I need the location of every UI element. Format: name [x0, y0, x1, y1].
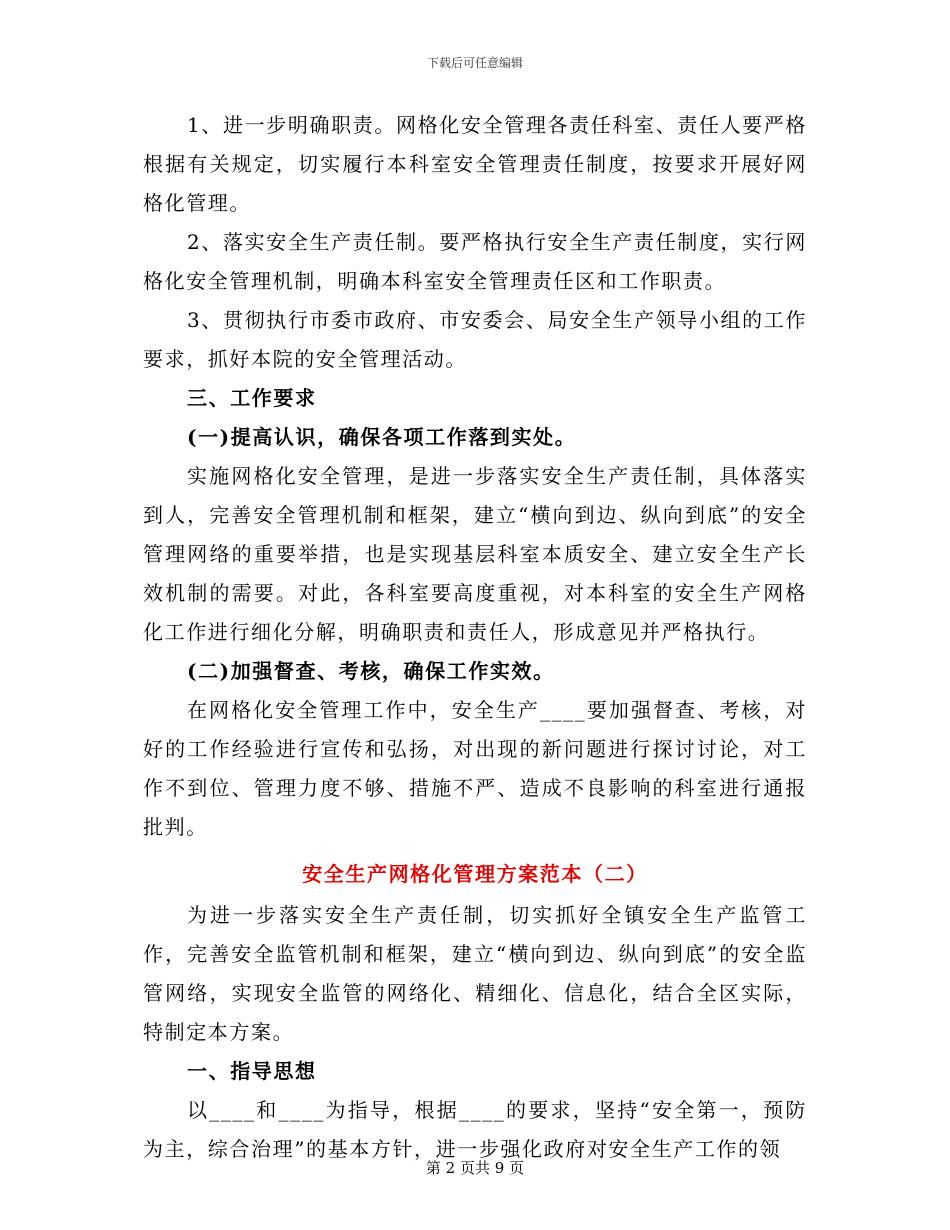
document-title-2: 安全生产网格化管理方案范本（二） [302, 862, 648, 886]
paragraph-5: 在网格化安全管理工作中，安全生产____要加强督查、考核，对好的工作经验进行宣传和弘扬，对出现的新问题进行探讨讨论，对工作不到位、管理力度不够、措施不严、造成不良影响的科室进行通报批判。 [143, 698, 807, 839]
paragraph-2: 2、落实安全生产责任制。要严格执行安全生产责任制度，实行网格化安全管理机制，明确本科室安全管理责任区和工作职责。 [143, 230, 807, 293]
subheading-1: (一)提高认识，确保各项工作落到实处。 [187, 425, 577, 449]
page-header: 下载后可任意编辑 [426, 56, 523, 70]
page-footer: 第 2 页共 9 页 [425, 1159, 525, 1177]
paragraph-3: 3、贯彻执行市委市政府、市安委会、局安全生产领导小组的工作要求，抓好本院的安全管理活动。 [143, 308, 807, 371]
document-body [143, 106, 807, 1169]
subheading-2: (二)加强督查、考核，确保工作实效。 [187, 659, 555, 683]
paragraph-1: 1、进一步明确职责。网格化安全管理各责任科室、责任人要严格根据有关规定，切实履行本科室安全管理责任制度，按要求开展好网格化管理。 [143, 113, 807, 215]
section-heading-1: 一、指导思想 [187, 1059, 317, 1083]
paragraph-7: 以____和____为指导，根据____的要求，坚持“安全第一，预防为主，综合治理”的基本方针，进一步强化政府对安全生产工作的领 [143, 1098, 807, 1161]
section-heading-3: 三、工作要求 [187, 386, 317, 410]
paragraph-4: 实施网格化安全管理，是进一步落实安全生产责任制，具体落实到人，完善安全管理机制和框架，建立“横向到边、纵向到底”的安全管理网络的重要举措，也是实现基层科室本质安全、建立安全生产长效机制的需要。对此，各科室要高度重视，对本科室的安全生产网格化工作进行细化分解，明确职责和责任人，形成意见并严格执行。 [143, 464, 807, 644]
paragraph-6: 为进一步落实安全生产责任制，切实抓好全镇安全生产监管工作，完善安全监管机制和框架，建立“横向到边、纵向到底”的安全监管网络，实现安全监管的网络化、精细化、信息化，结合全区实际，特制定本方案。 [143, 903, 807, 1044]
